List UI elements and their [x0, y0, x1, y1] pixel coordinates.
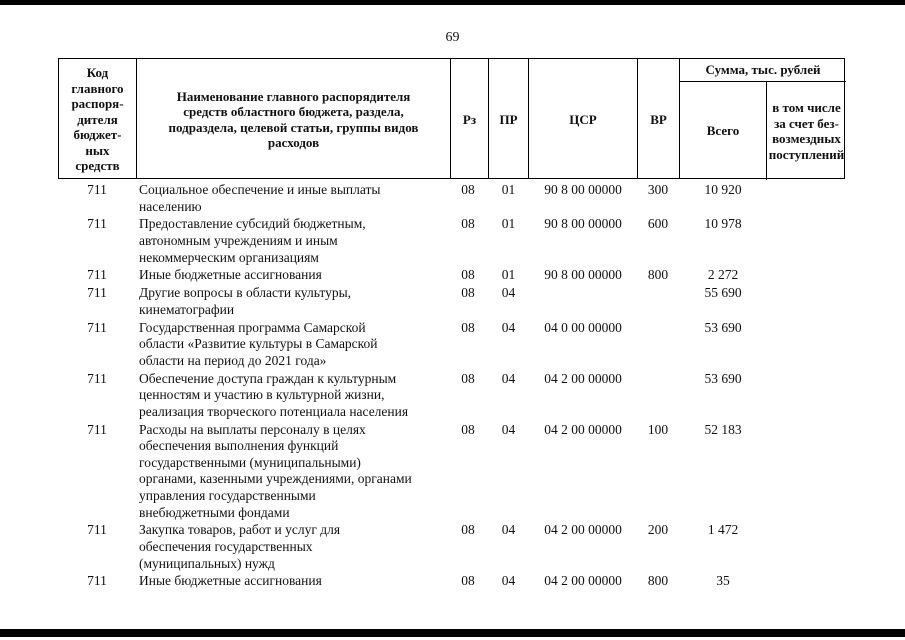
row-name-line: (муниципальных) нужд: [139, 555, 275, 571]
row-csr: 90 8 00 00000: [544, 182, 622, 197]
header-name: [137, 59, 450, 180]
header-name-line: Наименование главного распорядителя: [176, 88, 411, 104]
header-name-line: расходов: [267, 135, 320, 150]
row-rz: 08: [461, 285, 475, 301]
row-total: 35: [716, 573, 730, 589]
row-name-line: реализация творческого потенциала населения: [139, 403, 409, 419]
row-rz: 08: [461, 573, 475, 589]
row-name-line: обеспечения государственных: [139, 538, 313, 554]
row-name-line: Расходы на выплаты персоналу в целях: [139, 421, 366, 437]
row-code: 711: [87, 421, 107, 437]
row-name: [139, 371, 449, 421]
row-name: [139, 182, 449, 215]
bottom-border-bar: [0, 629, 905, 637]
table-header: [58, 58, 845, 179]
row-rz: 08: [461, 267, 475, 283]
row-name-line: Государственная программа Самарской: [139, 319, 366, 335]
top-border-bar: [0, 0, 905, 5]
row-pr: 04: [501, 421, 516, 437]
header-incl-line: возмездных: [772, 131, 841, 146]
row-name-line: Обеспечение доступа граждан к культурным: [139, 370, 397, 386]
row-rz: 08: [461, 319, 475, 335]
row-csr: 04 2 00 00000: [544, 421, 622, 437]
row-rz: 08: [461, 522, 475, 538]
row-total: 53 690: [704, 319, 742, 335]
header-code-line: дителя: [77, 111, 118, 127]
header-code-line: ных: [85, 142, 110, 158]
header-pr: ПР: [499, 111, 518, 127]
row-pr: 04: [501, 285, 516, 301]
header-sum-group: Сумма, тыс. рублей: [705, 62, 821, 78]
row-name-line: Другие вопросы в области культуры,: [139, 285, 352, 301]
row-name-line: государственными (муниципальными): [139, 454, 361, 470]
row-name-line: Социальное обеспечение и иные выплаты: [139, 182, 381, 197]
row-pr: 01: [501, 216, 516, 232]
row-name-line: автономным учреждениям и иным: [139, 232, 338, 248]
row-pr: 04: [501, 370, 516, 386]
row-name: [139, 422, 449, 522]
row-code: 711: [87, 285, 107, 301]
row-code: 711: [87, 182, 107, 197]
row-code: 711: [87, 573, 107, 589]
row-name: [139, 320, 449, 370]
row-total: 52 183: [704, 421, 742, 437]
row-name-line: управления государственными: [139, 487, 316, 503]
row-rz: 08: [461, 182, 475, 197]
row-total: 2 272: [707, 267, 739, 283]
row-name-line: области на период до 2021 года»: [139, 352, 327, 368]
row-rz: 08: [461, 216, 475, 232]
header-incl-line: в том числе: [772, 100, 841, 115]
row-vr: 200: [647, 522, 669, 538]
header-incl-line: поступлений: [768, 146, 845, 162]
header-code-line: распоря-: [71, 96, 124, 112]
row-name-line: кинематографии: [139, 301, 235, 317]
row-name-line: внебюджетными фондами: [139, 504, 290, 520]
row-csr: 04 0 00 00000: [544, 319, 622, 335]
row-pr: 01: [501, 182, 516, 197]
row-code: 711: [87, 216, 107, 232]
row-pr: 01: [501, 267, 516, 283]
header-name-line: средств областного бюджета, раздела,: [183, 104, 404, 119]
row-name-line: населению: [139, 198, 202, 214]
row-vr: 300: [647, 182, 669, 197]
row-vr: 800: [647, 267, 669, 283]
row-name-line: обеспечения выполнения функций: [139, 438, 339, 454]
row-pr: 04: [501, 522, 516, 538]
header-csr: ЦСР: [569, 111, 597, 127]
row-csr: 90 8 00 00000: [544, 216, 622, 232]
row-name: [139, 285, 449, 318]
header-name-line: подраздела, целевой статьи, группы видов: [168, 119, 419, 135]
row-csr: 90 8 00 00000: [544, 267, 622, 283]
row-total: 10 920: [704, 182, 742, 197]
row-name-line: органами, казенными учреждениями, органами: [139, 471, 412, 487]
row-name-line: области «Развитие культуры в Самарской: [139, 336, 378, 352]
header-total: Всего: [706, 123, 740, 139]
row-total: 10 978: [704, 216, 742, 232]
header-vr: ВР: [650, 111, 667, 127]
row-name-line: Предоставление субсидий бюджетным,: [139, 216, 366, 232]
header-code-line: бюджет-: [73, 127, 122, 143]
row-csr: 04 2 00 00000: [544, 522, 622, 538]
row-total: 53 690: [704, 370, 742, 386]
page-number: 69: [445, 30, 460, 45]
row-csr: 04 2 00 00000: [544, 370, 622, 386]
row-code: 711: [87, 319, 107, 335]
header-incl-line: за счет без-: [774, 115, 839, 131]
row-name-line: Закупка товаров, работ и услуг для: [139, 522, 341, 538]
row-name: [139, 573, 449, 590]
row-total: 1 472: [707, 522, 739, 538]
row-vr: 600: [647, 216, 669, 232]
row-code: 711: [87, 370, 107, 386]
header-code-line: главного: [71, 80, 124, 96]
row-csr: 04 2 00 00000: [544, 573, 622, 589]
row-pr: 04: [501, 319, 516, 335]
row-rz: 08: [461, 421, 475, 437]
header-incl: [767, 82, 846, 180]
header-code-line: Код: [86, 65, 109, 81]
row-total: 55 690: [704, 285, 742, 301]
row-name-line: ценностям и участию в культурной жизни,: [139, 387, 385, 403]
row-vr: 100: [647, 421, 669, 437]
row-name: [139, 216, 449, 266]
row-rz: 08: [461, 370, 475, 386]
row-name-line: некоммерческим организациям: [139, 249, 319, 265]
row-name-line: Иные бюджетные ассигнования: [139, 267, 322, 283]
row-vr: 800: [647, 573, 669, 589]
header-code: [59, 59, 136, 180]
row-pr: 04: [501, 573, 516, 589]
row-name: [139, 267, 449, 284]
row-code: 711: [87, 267, 107, 283]
header-code-line: средств: [75, 158, 120, 174]
row-name-line: Иные бюджетные ассигнования: [139, 573, 322, 589]
row-code: 711: [87, 522, 107, 538]
row-name: [139, 522, 449, 572]
header-rz: Рз: [462, 111, 477, 127]
